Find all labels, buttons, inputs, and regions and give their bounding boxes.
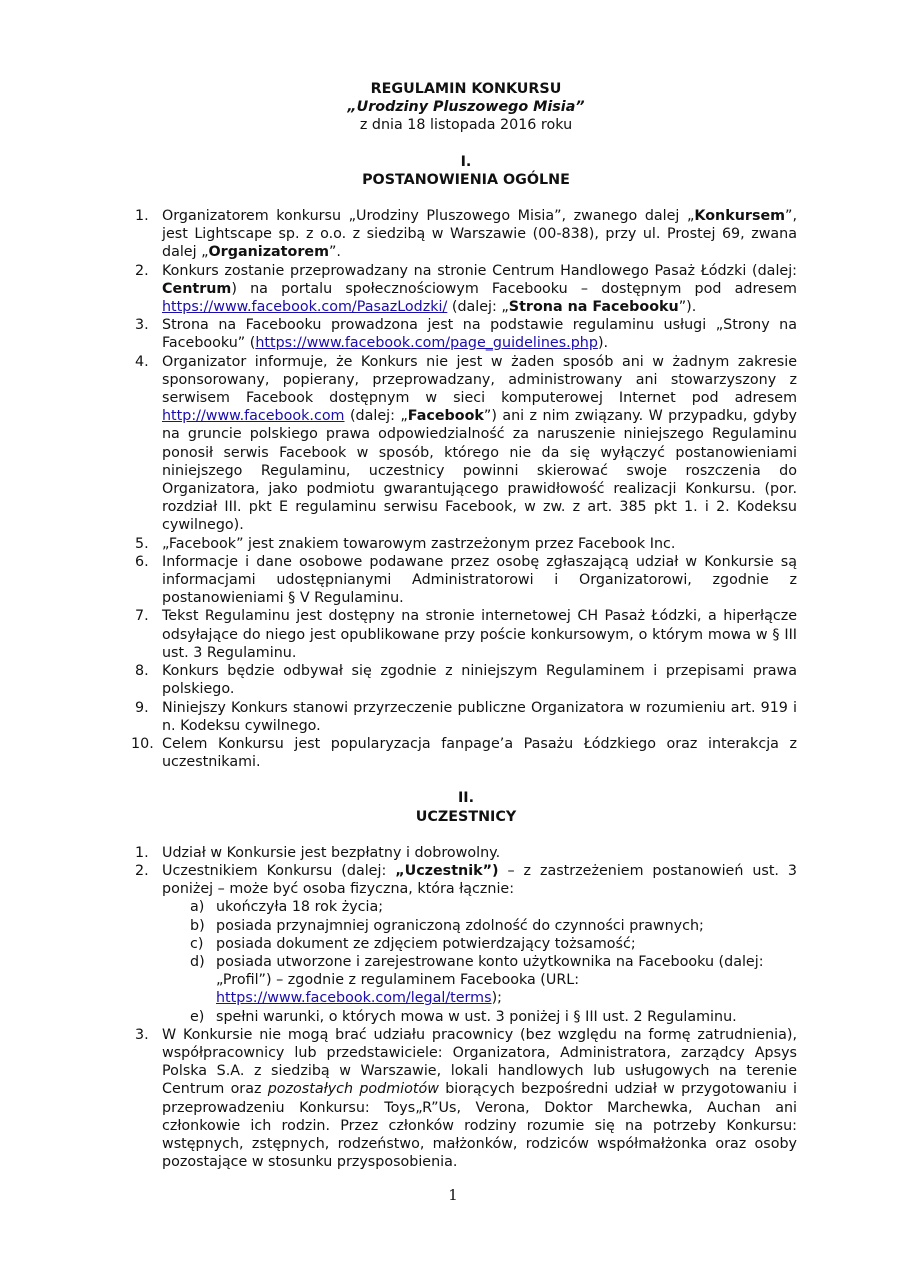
item-number: 1. xyxy=(135,208,149,225)
spacer xyxy=(135,771,797,789)
sub-item-letter: b) xyxy=(190,917,205,934)
facebook-terms-link[interactable]: https://www.facebook.com/legal/terms xyxy=(216,990,492,1007)
item-number: 6. xyxy=(135,553,149,570)
item-number: 4. xyxy=(135,353,149,370)
sub-item-text: posiada utworzone i zarejestrowane konto użytkownika na Facebooku (dalej: „Profil”) – zgodnie z regulaminem Facebooka (URL: xyxy=(216,953,764,989)
item-number: 3. xyxy=(135,1026,149,1043)
emphasized-text: pozostałych podmiotów xyxy=(267,1081,439,1098)
sub-item-text: posiada przynajmniej ograniczoną zdolność do czynności prawnych; xyxy=(216,917,704,934)
list-item xyxy=(135,553,797,608)
sub-item xyxy=(162,1008,797,1026)
item-text: „Facebook” jest znakiem towarowym zastrzeżonym przez Facebook Inc. xyxy=(162,535,676,552)
sub-item-text: posiada dokument ze zdjęciem potwierdzający tożsamość; xyxy=(216,935,636,952)
item-number: 7. xyxy=(135,608,149,625)
list-item xyxy=(131,735,797,771)
list-item xyxy=(135,862,797,1026)
item-number: 9. xyxy=(135,699,149,716)
sub-item-text: ukończyła 18 rok życia; xyxy=(216,899,384,916)
item-text: Organizator informuje, że Konkurs nie jest w żaden sposób ani w żadnym zakresie sponsorowany, popierany, przeprowadzany, administrowany ani stowarzyszony z serwisem Facebook dostępnym w sieci komputerowej Internet pod adresem xyxy=(162,353,797,407)
item-number: 1. xyxy=(135,844,149,861)
item-text: ) na portalu społecznościowym Facebooku – dostępnym pod adresem xyxy=(231,280,797,297)
item-text: ”). xyxy=(678,299,697,316)
sub-item-text: ); xyxy=(491,990,502,1007)
item-text: biorących bezpośredni udział w przygotowaniu i przeprowadzeniu Konkursu: Toys„R”Us, Verona, Doktor Marchewka, Auchan ani członkowie ich rodzin. Przez członków rodziny rozumie się na potrzeby Konkursu: wstępnych, zstępnych, rodzeństwo, małżonków, rodziców współmałżonka oraz osoby pozostające w stosunku przysposobienia. xyxy=(162,1081,797,1171)
list-item xyxy=(135,607,797,662)
document-title: REGULAMIN KONKURSU xyxy=(370,81,562,97)
item-number: 10. xyxy=(131,735,154,752)
item-number: 2. xyxy=(135,262,149,279)
item-text: (dalej: „ xyxy=(447,299,509,316)
sub-item xyxy=(162,935,797,953)
item-text: Konkurs zostanie przeprowadzany na stronie Centrum Handlowego Pasaż Łódzki (dalej: xyxy=(162,262,797,279)
section-1-number: I. xyxy=(460,153,472,170)
item-text: Celem Konkursu jest popularyzacja fanpage’a Pasażu Łódzkiego oraz interakcja z uczestnikami. xyxy=(162,735,797,771)
sub-item-letter: e) xyxy=(190,1008,205,1025)
section-2-title: UCZESTNICY xyxy=(415,808,517,825)
sub-item-letter: c) xyxy=(190,935,204,952)
list-item xyxy=(135,1026,797,1172)
item-number: 2. xyxy=(135,862,149,879)
sub-item-letter: a) xyxy=(190,899,205,916)
item-text: Udział w Konkursie jest bezpłatny i dobrowolny. xyxy=(162,844,501,861)
sub-item xyxy=(162,953,797,1008)
section-2-number: II. xyxy=(457,790,475,807)
item-text: (dalej: „ xyxy=(344,408,408,425)
document-date: z dnia 18 listopada 2016 roku xyxy=(359,117,573,134)
defined-term: Facebook xyxy=(407,408,484,425)
page-guidelines-link[interactable]: https://www.facebook.com/page_guidelines.php xyxy=(255,335,598,352)
sub-item-text: spełni warunki, o których mowa w ust. 3 poniżej i § III ust. 2 Regulaminu. xyxy=(216,1008,737,1025)
item-text: ”, jest Lightscape sp. z o.o. z siedzibą w Warszawie (00-838), przy ul. Prostej 69, zwana dalej „ xyxy=(162,208,797,261)
sub-item xyxy=(162,898,797,916)
sub-item-letter: d) xyxy=(190,953,205,970)
list-item xyxy=(135,207,797,262)
section-2-list xyxy=(135,844,797,1172)
defined-term: Strona na Facebooku xyxy=(508,299,679,316)
item-text: Konkurs będzie odbywał się zgodnie z niniejszym Regulaminem i przepisami prawa polskiego. xyxy=(162,663,797,698)
item-number: 3. xyxy=(135,317,149,334)
spacer xyxy=(135,826,797,844)
spacer xyxy=(135,189,797,207)
defined-term: Centrum xyxy=(162,280,232,297)
item-text: Informacje i dane osobowe podawane przez osobę zgłaszającą udział w Konkursie są informacjami udostępnianymi Administratorowi i Organizatorowi, zgodnie z postanowieniami § V Regulaminu. xyxy=(162,553,797,607)
list-item xyxy=(135,353,797,535)
facebook-page-link[interactable]: https://www.facebook.com/PasazLodzki/ xyxy=(162,299,448,316)
item-text: ”) ani z nim związany. W przypadku, gdyby na gruncie polskiego prawa odpowiedzialność za naruszenie niniejszego Regulaminu ponosił serwis Facebook w sposób, którego nie da się wyłączyć postanowieniami niniejszego Regulaminu, uczestnicy powinni skierować swoje roszczenia do Organizatora, jako podmiotu gwarantującego prawidłowość realizacji Konkursu. (por. rozdział III. pkt E regulaminu serwisu Facebook, w zw. z art. 385 pkt 1. i 2. Kodeksu cywilnego). xyxy=(162,408,798,534)
item-text: Tekst Regulaminu jest dostępny na stronie internetowej CH Pasaż Łódzki, a hiperłącze odsyłające do niego jest opublikowane przy poście konkursowym, o którym mowa w § III ust. 3 Regulaminu. xyxy=(162,608,797,661)
spacer xyxy=(135,135,797,153)
item-text: W Konkursie nie mogą brać udziału pracownicy (bez względu na formę zatrudnienia), współpracownicy lub przedstawiciele: Organizatora, Administratora, zarządcy Apsys Polska S.A. z siedzibą w Warszawie, lokali handlowych lub usługowych na terenie Centrum oraz xyxy=(162,1026,797,1098)
list-item xyxy=(135,316,797,352)
item-text: – z zastrzeżeniem postanowień ust. 3 poniżej – może być osoba fizyczna, która łącznie: xyxy=(162,862,797,898)
item-text: Organizatorem konkursu „Urodziny Pluszowego Misia”, zwanego dalej „ xyxy=(162,208,695,225)
item-number: 5. xyxy=(135,535,149,552)
list-item xyxy=(135,535,797,553)
item-text: Niniejszy Konkurs stanowi przyrzeczenie publiczne Organizatora w rozumieniu art. 919 i n. Kodeksu cywilnego. xyxy=(162,699,797,734)
item-text: ). xyxy=(597,335,609,352)
list-item xyxy=(135,662,797,698)
item-text: Strona na Facebooku prowadzona jest na podstawie regulaminu usługi „Strony na Facebooku” ( xyxy=(162,317,797,352)
list-item xyxy=(135,844,797,862)
conditions-list xyxy=(162,898,797,1025)
sub-item xyxy=(162,917,797,935)
document-body xyxy=(131,80,798,1171)
item-number: 8. xyxy=(135,663,149,680)
page-number: 1 xyxy=(448,1186,458,1204)
item-text: ”. xyxy=(328,244,341,261)
facebook-link[interactable]: http://www.facebook.com xyxy=(162,408,345,425)
defined-term: Organizatorem xyxy=(208,244,329,261)
defined-term: Konkursem xyxy=(694,208,786,225)
defined-term: „Uczestnik”) xyxy=(395,862,499,879)
section-1-title: POSTANOWIENIA OGÓLNE xyxy=(362,171,570,188)
list-item xyxy=(135,262,797,317)
contest-name: „Urodziny Pluszowego Misia” xyxy=(347,99,585,116)
item-text: Uczestnikiem Konkursu (dalej: xyxy=(162,862,396,879)
section-1-list xyxy=(131,207,798,771)
list-item xyxy=(135,699,797,735)
